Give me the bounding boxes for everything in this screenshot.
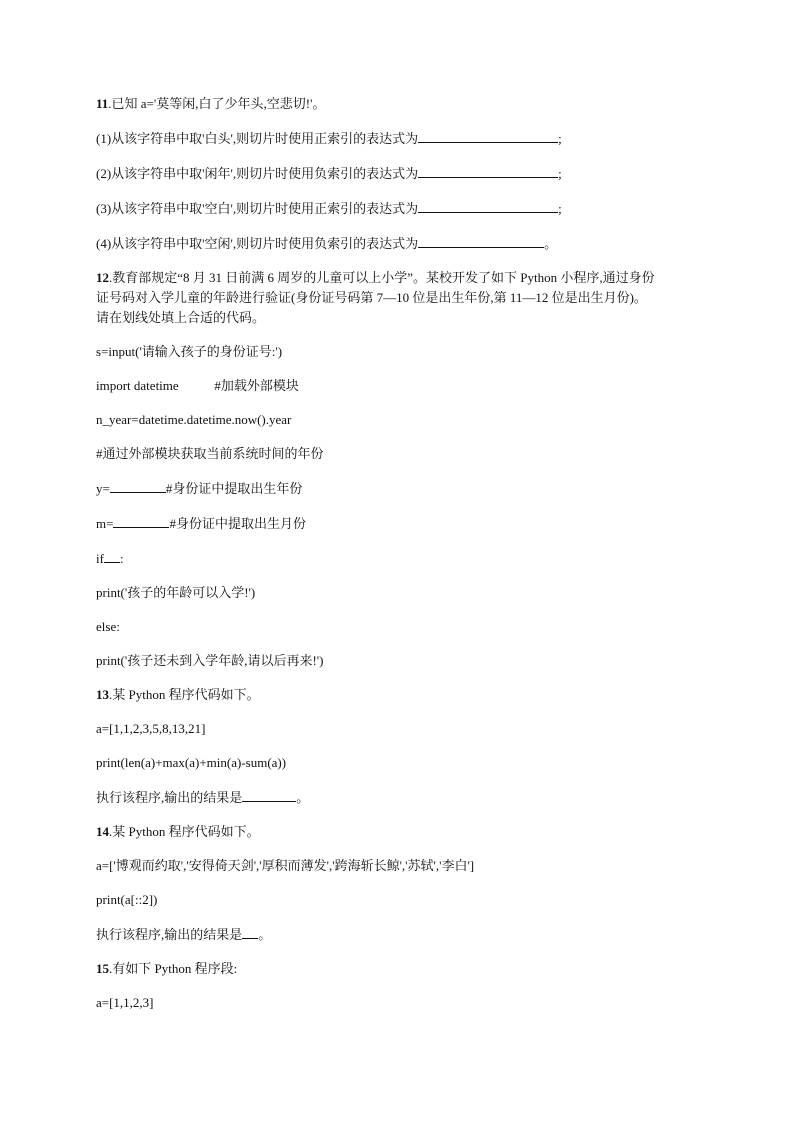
answer-blank[interactable] bbox=[418, 233, 544, 248]
q13-ask-end: 。 bbox=[296, 790, 310, 805]
q12-code-6-pre: m= bbox=[96, 516, 114, 531]
q11-number: 11 bbox=[96, 96, 109, 111]
q13-ask bbox=[96, 787, 706, 808]
q12-code-line-6 bbox=[96, 513, 706, 534]
q14-code-line-1: a=['博观而约取','安得倚天剑','厚积而薄发','跨海斩长鲸','苏轼','李白'] bbox=[96, 858, 475, 873]
q11-part-3-text: (3)从该字符串中取'空白',则切片时使用正索引的表达式为 bbox=[96, 201, 419, 216]
q12-code-line-4: #通过外部模块获取当前系统时间的年份 bbox=[96, 446, 324, 461]
answer-blank[interactable] bbox=[418, 163, 558, 178]
q12-stem bbox=[96, 268, 706, 328]
q12-code-7-post: : bbox=[119, 551, 124, 566]
q12-code-line-10: print('孩子还未到入学年龄,请以后再来!') bbox=[96, 653, 324, 668]
document-content bbox=[96, 94, 706, 1027]
q12-code-7-pre: if bbox=[96, 551, 104, 566]
q12-code-5-post: #身份证中提取出生年份 bbox=[165, 481, 303, 496]
answer-blank[interactable] bbox=[242, 924, 258, 939]
q12-code-line-1: s=input('请输入孩子的身份证号:') bbox=[96, 344, 283, 359]
q12-code-line-2: import datetime #加载外部模块 bbox=[96, 378, 299, 393]
q12-code-6-post: #身份证中提取出生月份 bbox=[169, 516, 306, 531]
q11-part-4-end: 。 bbox=[544, 236, 558, 251]
q14-ask-text: 执行该程序,输出的结果是 bbox=[96, 927, 243, 942]
q13-number: 13 bbox=[96, 687, 109, 702]
q12-stem-text-1: .教育部规定“8 月 31 日前满 6 周岁的儿童可以上小学”。某校开发了如下 Python 小程序,通过身份 bbox=[109, 270, 655, 285]
q11-part-4-text: (4)从该字符串中取'空闲',则切片时使用负索引的表达式为 bbox=[96, 236, 419, 251]
q14-stem bbox=[96, 822, 706, 842]
q15-stem bbox=[96, 959, 706, 979]
q11-part-1 bbox=[96, 128, 706, 149]
q12-code-line-7 bbox=[96, 548, 706, 569]
answer-blank[interactable] bbox=[110, 478, 166, 493]
q12-code-line-5 bbox=[96, 478, 706, 499]
q15-number: 15 bbox=[96, 961, 109, 976]
q11-part-2-text: (2)从该字符串中取'闲年',则切片时使用负索引的表达式为 bbox=[96, 166, 419, 181]
q15-code-line-1: a=[1,1,2,3] bbox=[96, 995, 154, 1010]
q12-code-5-pre: y= bbox=[96, 481, 110, 496]
q12-number: 12 bbox=[96, 270, 109, 285]
q15-stem-text: .有如下 Python 程序段: bbox=[109, 961, 238, 976]
q11-part-3 bbox=[96, 198, 706, 219]
q13-code-line-1: a=[1,1,2,3,5,8,13,21] bbox=[96, 721, 206, 736]
q12-stem-line-1 bbox=[96, 268, 706, 288]
q12-code-line-8: print('孩子的年龄可以入学!') bbox=[96, 585, 256, 600]
q14-code-line-2: print(a[::2]) bbox=[96, 892, 158, 907]
q14-ask bbox=[96, 924, 706, 945]
answer-blank[interactable] bbox=[242, 787, 296, 802]
q12-code-line-3: n_year=datetime.datetime.now().year bbox=[96, 412, 292, 427]
answer-blank[interactable] bbox=[418, 198, 558, 213]
q13-stem bbox=[96, 685, 706, 705]
q11-part-3-end: ; bbox=[558, 201, 562, 216]
q13-stem-text: .某 Python 程序代码如下。 bbox=[109, 687, 260, 702]
q14-number: 14 bbox=[96, 824, 109, 839]
q11-part-2 bbox=[96, 163, 706, 184]
q14-stem-text: .某 Python 程序代码如下。 bbox=[109, 824, 260, 839]
q13-code-line-2: print(len(a)+max(a)+min(a)-sum(a)) bbox=[96, 755, 287, 770]
q11-part-4 bbox=[96, 233, 706, 254]
q11-stem-text: .已知 a='莫等闲,白了少年头,空悲切!'。 bbox=[108, 96, 326, 111]
q11-part-1-text: (1)从该字符串中取'白头',则切片时使用正索引的表达式为 bbox=[96, 131, 419, 146]
q12-code-line-9: else: bbox=[96, 619, 120, 634]
q13-ask-text: 执行该程序,输出的结果是 bbox=[96, 790, 243, 805]
q12-stem-line-3: 请在划线处填上合适的代码。 bbox=[96, 310, 266, 325]
q14-ask-end: 。 bbox=[258, 927, 272, 942]
answer-blank[interactable] bbox=[104, 548, 120, 563]
answer-blank[interactable] bbox=[418, 128, 558, 143]
answer-blank[interactable] bbox=[113, 513, 169, 528]
q11-part-2-end: ; bbox=[558, 166, 562, 181]
q12-stem-line-2: 证号码对入学儿童的年龄进行验证(身份证号码第 7—10 位是出生年份,第 11—12 位是出生月份)。 bbox=[96, 290, 647, 305]
q11-part-1-end: ; bbox=[558, 131, 562, 146]
q11-stem bbox=[96, 94, 706, 114]
